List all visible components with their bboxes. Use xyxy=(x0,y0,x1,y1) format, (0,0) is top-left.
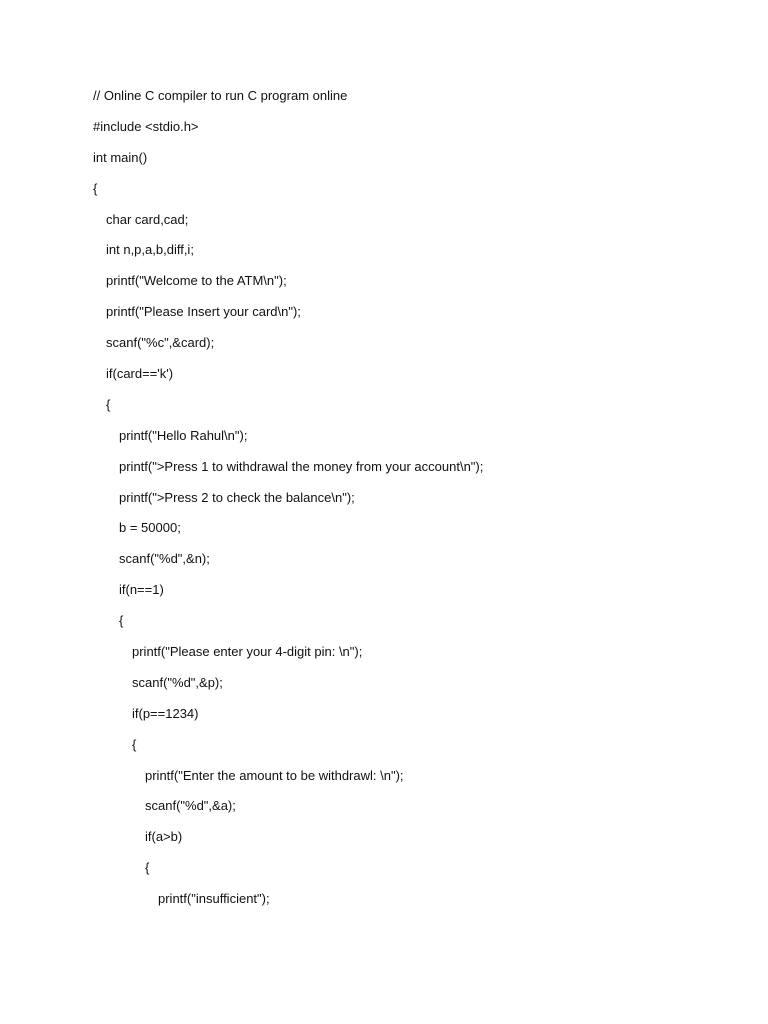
code-line-23: printf("Enter the amount to be withdrawl: \n"); xyxy=(145,767,404,783)
code-line-14: printf(">Press 2 to check the balance\n"); xyxy=(119,489,355,505)
code-line-8: printf("Please Insert your card\n"); xyxy=(106,304,301,320)
code-line-21: if(p==1234) xyxy=(132,705,199,721)
code-line-1: // Online C compiler to run C program online xyxy=(93,88,348,103)
code-line-27: printf("insufficient"); xyxy=(158,891,270,907)
code-line-6: int n,p,a,b,diff,i; xyxy=(106,242,194,258)
code-line-18: { xyxy=(119,613,124,629)
code-line-26: { xyxy=(145,860,150,876)
code-line-5: char card,cad; xyxy=(106,211,189,227)
code-line-19: printf("Please enter your 4-digit pin: \n"); xyxy=(132,644,363,660)
code-line-12: printf("Hello Rahul\n"); xyxy=(119,427,248,443)
code-line-2: #include <stdio.h> xyxy=(93,118,199,134)
code-line-20: scanf("%d",&p); xyxy=(132,674,223,690)
code-line-4: { xyxy=(93,180,98,196)
code-line-3: int main() xyxy=(93,149,148,165)
code-line-15: b = 50000; xyxy=(119,520,181,536)
code-line-16: scanf("%d",&n); xyxy=(119,551,210,567)
code-line-22: { xyxy=(132,736,137,752)
code-line-11: { xyxy=(106,396,111,412)
code-line-25: if(a>b) xyxy=(145,829,183,845)
code-line-17: if(n==1) xyxy=(119,582,164,598)
code-listing xyxy=(93,86,733,920)
code-line-13: printf(">Press 1 to withdrawal the money from your account\n"); xyxy=(119,458,484,474)
code-line-7: printf("Welcome to the ATM\n"); xyxy=(106,273,287,289)
code-line-9: scanf("%c",&card); xyxy=(106,335,215,351)
code-line-10: if(card=='k') xyxy=(106,366,174,382)
code-line-24: scanf("%d",&a); xyxy=(145,798,236,814)
